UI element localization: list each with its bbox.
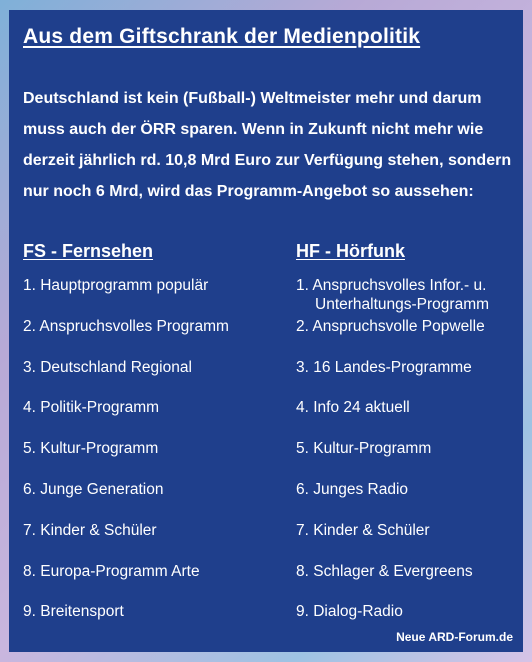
hf-item-1: 1. Anspruchsvolles Infor.- u. Unterhaltungs-Programm — [296, 277, 490, 313]
hf-item-7: 7. Kinder & Schüler — [296, 521, 430, 539]
source-credit: Neue ARD-Forum.de — [396, 630, 513, 644]
hf-item-1-continuation: Unterhaltungs-Programm — [315, 296, 490, 313]
fs-item-7: 7. Kinder & Schüler — [23, 521, 157, 539]
info-panel — [9, 10, 523, 652]
intro-text: Deutschland ist kein (Fußball-) Weltmeister mehr und darum muss auch der ÖRR sparen. Wenn in Zukunft nicht mehr wie derzeit jährlich rd. 10,8 Mrd Euro zur Verfügung stehen, sondern nur noch 6 Mrd, wird das Programm-Angebot so aussehen: — [23, 90, 512, 200]
fs-item-1: 1. Hauptprogramm populär — [23, 277, 209, 294]
hf-item-2: 2. Anspruchsvolle Popwelle — [296, 317, 485, 335]
hf-item-6: 6. Junges Radio — [296, 481, 409, 498]
fs-item-3: 3. Deutschland Regional — [23, 358, 192, 376]
fs-item-2: 2. Anspruchsvolles Programm — [23, 317, 229, 335]
fs-item-8: 8. Europa-Programm Arte — [23, 562, 200, 580]
hf-heading: HF - Hörfunk — [296, 241, 405, 261]
fs-item-4: 4. Politik-Programm — [23, 399, 160, 417]
hf-item-4: 4. Info 24 aktuell — [296, 399, 410, 417]
hf-item-5: 5. Kultur-Programm — [296, 440, 432, 458]
hf-item-9: 9. Dialog-Radio — [296, 603, 403, 621]
hf-item-3: 3. 16 Landes-Programme — [296, 358, 472, 376]
fs-item-5: 5. Kultur-Programm — [23, 440, 159, 458]
panel-title: Aus dem Giftschrank der Medienpolitik — [23, 25, 421, 48]
fs-heading: FS - Fernsehen — [23, 241, 154, 261]
hf-item-8: 8. Schlager & Evergreens — [296, 562, 473, 580]
fs-item-6: 6. Junge Generation — [23, 481, 164, 498]
fs-item-9: 9. Breitensport — [23, 603, 124, 621]
